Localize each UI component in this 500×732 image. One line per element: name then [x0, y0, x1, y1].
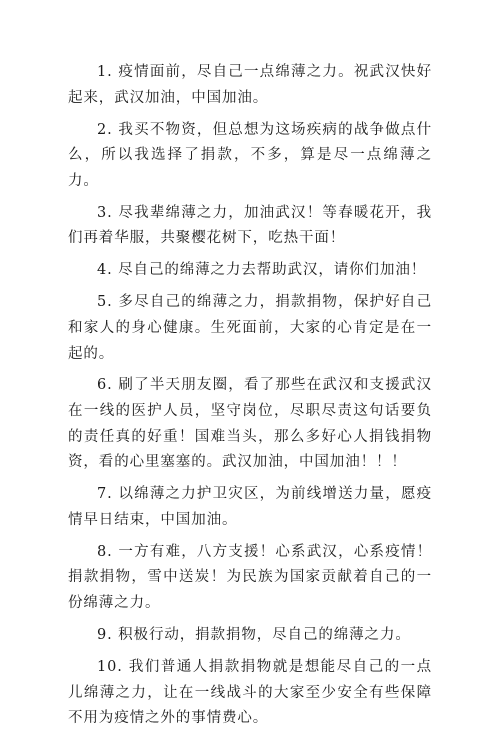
list-item: 8. 一方有难，八方支援！心系武汉，心系疫情！捐款捐物，雪中送炭！为民族为国家贡献着自己的一份绵薄之力。	[68, 543, 432, 612]
list-item: 6. 刷了半天朋友圈，看了那些在武汉和支援武汉在一线的医护人员，坚守岗位，尽职尽责这句话要负的责任真的好重！国难当头，那么多好心人捐钱捐物资，看的心里塞塞的。武汉加油，中国加油！！！	[68, 377, 432, 471]
list-item: 9. 积极行动，捐款捐物，尽自己的绵薄之力。	[97, 627, 411, 643]
list-item: 7. 以绵薄之力护卫灾区，为前线增送力量，愿疫情早日结束，中国加油。	[68, 486, 432, 528]
list-item: 3. 尽我辈绵薄之力，加油武汉！等春暖花开，我们再着华服，共聚樱花树下，吃热干面！	[68, 204, 432, 247]
list-item: 5. 多尽自己的绵薄之力，捐款捐物，保护好自己和家人的身心健康。生死面前，大家的心肯定是在一起的。	[68, 294, 432, 362]
list-item: 4. 尽自己的绵薄之力去帮助武汉，请你们加油！	[97, 262, 427, 279]
list-item: 1. 疫情面前，尽自己一点绵薄之力。祝武汉快好起来，武汉加油，中国加油。	[68, 64, 432, 106]
list-item: 10. 我们普通人捐款捐物就是想能尽自己的一点儿绵薄之力，让在一线战斗的大家至少安全有些保障不用为疫情之外的事情费心。	[68, 658, 432, 727]
list-item: 2. 我买不物资，但总想为这场疾病的战争做点什么，所以我选择了捐款，不多，算是尽一点绵薄之力。	[68, 121, 432, 189]
